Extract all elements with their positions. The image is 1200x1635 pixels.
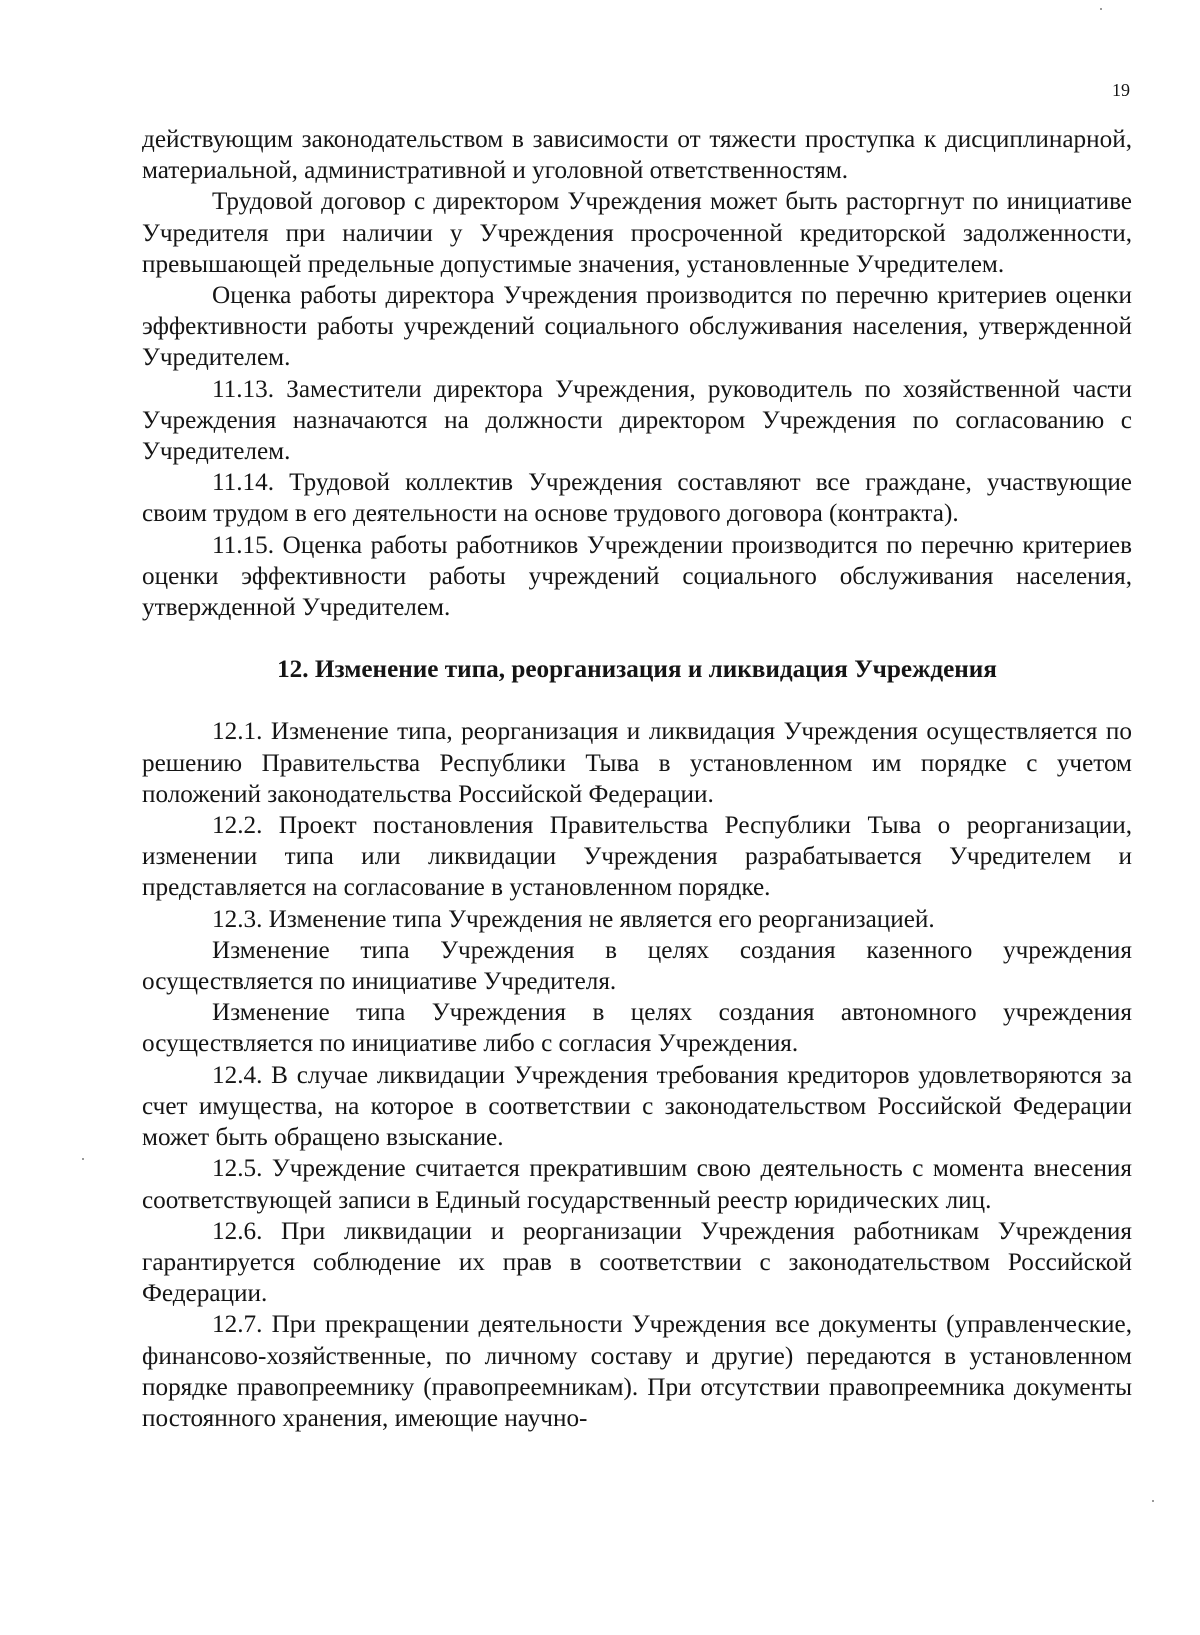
paragraph: действующим законодательством в зависимости от тяжести проступка к дисциплинарной, материальной, административной и уголовной ответственностям. [142,126,1132,185]
paragraph: 12.7. При прекращении деятельности Учреждения все документы (управленческие, финансово-хозяйственные, по личному составу и другие) передаются в установленном порядке правопреемнику (правопреемникам). При отсутствии правопреемника документы постоянного хранения, имеющие научно- [142,1311,1132,1432]
paragraph: Оценка работы директора Учреждения производится по перечню критериев оценки эффективности работы учреждений социального обслуживания населения, утвержденной Учредителем. [142,282,1132,372]
scan-speck [1100,8,1102,10]
paragraph: 12.5. Учреждение считается прекратившим свою деятельность с момента внесения соответствующей записи в Единый государственный реестр юридических лиц. [142,1155,1132,1214]
paragraphs-before-heading [142,124,1132,623]
paragraph: 11.15. Оценка работы работников Учреждении производится по перечню критериев оценки эффективности работы учреждений социального обслуживания населения, утвержденной Учредителем. [142,531,1132,622]
paragraph: 11.13. Заместители директора Учреждения, руководитель по хозяйственной части Учреждения назначаются на должности директором Учреждения по согласованию с Учредителем. [142,375,1132,466]
paragraph: 12.1. Изменение типа, реорганизация и ликвидация Учреждения осуществляется по решению Правительства Республики Тыва в установленном им порядке с учетом положений законодательства Российской Федерации. [142,718,1132,808]
paragraph: 12.3. Изменение типа Учреждения не является его реорганизацией. [212,905,935,933]
paragraph: 11.14. Трудовой коллектив Учреждения составляют все граждане, участвующие своим трудом в его деятельности на основе трудового договора (контракта). [142,469,1132,528]
paragraph: Изменение типа Учреждения в целях создания казенного учреждения осуществляется по инициативе Учредителя. [142,936,1132,996]
paragraph: 12.4. В случае ликвидации Учреждения требования кредиторов удовлетворяются за счет имущества, на которое в соответствии с законодательством Российской Федерации может быть обращено взыскание. [142,1061,1132,1152]
section-heading: 12. Изменение типа, реорганизация и ликвидация Учреждения [277,656,997,684]
scan-speck [82,1158,84,1160]
paragraphs-after-heading [142,716,1132,1434]
scan-speck [1152,1500,1154,1502]
paragraph: Изменение типа Учреждения в целях создания автономного учреждения осуществляется по инициативе либо с согласия Учреждения. [142,999,1132,1058]
document-body [142,124,1132,1434]
paragraph: 12.2. Проект постановления Правительства Республики Тыва о реорганизации, изменении типа или ликвидации Учреждения разрабатывается Учредителем и представляется на согласование в установленном порядке. [142,812,1132,902]
paragraph: 12.6. При ликвидации и реорганизации Учреждения работникам Учреждения гарантируется соблюдение их прав в соответствии с законодательством Российской Федерации. [142,1217,1132,1308]
paragraph: Трудовой договор с директором Учреждения может быть расторгнут по инициативе Учредителя при наличии у Учреждения просроченной кредиторской задолженности, превышающей предельные допустимые значения, установленные Учредителем. [142,188,1132,278]
page-number: 19 [1112,80,1130,100]
